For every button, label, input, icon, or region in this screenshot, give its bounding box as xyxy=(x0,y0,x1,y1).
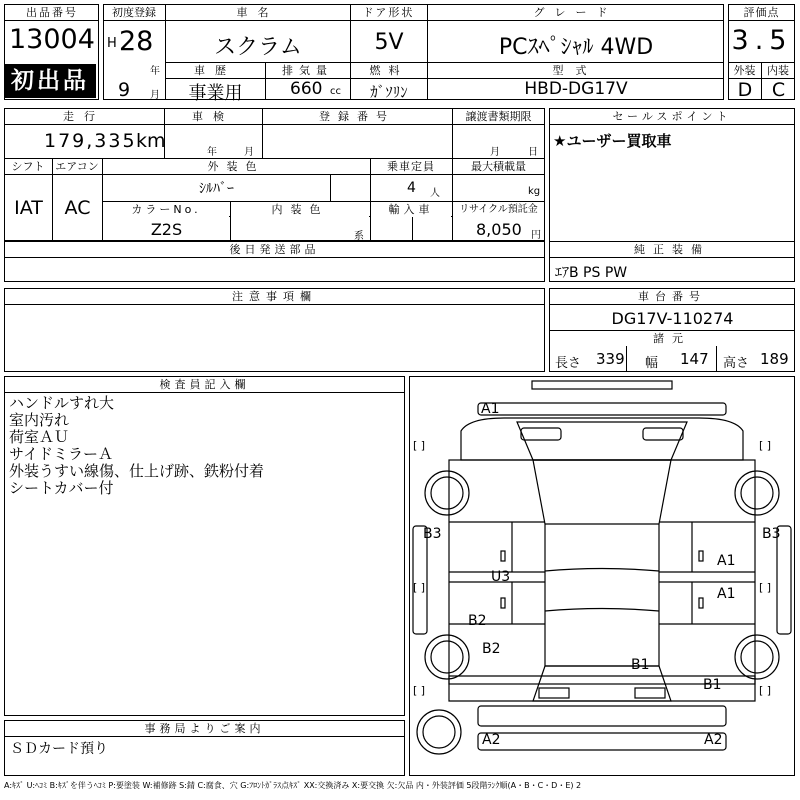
office-label: 事務局よりご案内 xyxy=(5,721,404,736)
damage-mark: A2 xyxy=(482,732,501,748)
height: 189 xyxy=(760,350,789,368)
front-bumper xyxy=(478,403,726,415)
inspection-month-unit: 月 xyxy=(244,147,254,158)
roof xyxy=(533,460,671,666)
score: 3.5 xyxy=(731,25,793,56)
inspector-line: 荷室ＡＵ xyxy=(9,428,70,446)
inspector-line: 室内汚れ xyxy=(9,411,70,429)
ext-color: ｼﾙﾊﾞｰ xyxy=(199,181,234,197)
int-color-unit: 系 xyxy=(354,231,364,242)
damage-mark: A1 xyxy=(717,553,736,569)
exterior-label: 外装 xyxy=(729,63,760,78)
inspector-line: ハンドルすれ大 xyxy=(9,394,115,412)
sales-point-label: セールスポイント xyxy=(550,109,794,124)
reg-year-unit: 年 xyxy=(150,66,160,77)
damage-mark: A1 xyxy=(717,586,736,602)
damage-mark: B3 xyxy=(762,526,781,542)
ac: AC xyxy=(64,197,91,219)
recycle: 8,050 xyxy=(476,220,522,239)
reg-era: H xyxy=(107,36,117,51)
grade: PCｽﾍﾟｼｬﾙ 4WD xyxy=(498,35,654,60)
bracket: [ ] xyxy=(413,439,426,452)
sales-point: ★ユーザー買取車 xyxy=(553,132,672,150)
bracket: [ ] xyxy=(759,439,772,452)
length-label: 長さ xyxy=(555,356,582,371)
fuel: ｶﾞｿﾘﾝ xyxy=(370,83,408,101)
mileage-label: 走行 xyxy=(5,109,163,124)
legend: A:ｷｽﾞ U:ﾍｺﾐ B:ｷｽﾞを伴うﾍｺﾐ P:要塗装 W:補修跡 S:錆 C:腐食、穴 G:ﾌﾛﾝﾄｶﾞﾗｽ点ｷｽﾞ XX:交換済み X:要交換 欠:欠品 内・外装評価 5段階ﾗﾝｸ順(A・B・C・D・E) 2 xyxy=(4,781,582,790)
interior-label: 内装 xyxy=(762,63,794,78)
damage-mark: B1 xyxy=(703,677,722,693)
shift: IAT xyxy=(14,197,43,219)
bracket: [ ] xyxy=(759,581,772,594)
exterior-grade: D xyxy=(737,79,753,101)
later-parts-label: 後日発送部品 xyxy=(5,242,544,257)
first-listing-badge: 初出品 xyxy=(4,64,96,98)
damage-mark: A2 xyxy=(704,732,723,748)
displacement-unit: cc xyxy=(330,86,341,97)
mileage: 179,335 xyxy=(44,130,137,152)
recycle-label: リサイクル預託金 xyxy=(453,202,544,217)
length: 339 xyxy=(596,350,625,368)
displacement: 660 xyxy=(290,79,323,99)
car-name-label: 車名 xyxy=(166,5,349,20)
car-diagram xyxy=(409,376,795,776)
transfer-label: 譲渡書類期限 xyxy=(453,109,544,124)
damage-mark: A1 xyxy=(481,401,500,417)
ac-label: エアコン xyxy=(53,159,101,174)
inspector-line: シートカバー付 xyxy=(9,479,114,497)
bracket: [ ] xyxy=(413,684,426,697)
lot-number: 13004 xyxy=(9,24,95,55)
equipment-label: 純正装備 xyxy=(550,242,794,257)
history-label: 車歴 xyxy=(166,63,264,78)
bracket: [ ] xyxy=(413,581,426,594)
inspector-label: 検査員記入欄 xyxy=(5,377,404,392)
bracket: [ ] xyxy=(759,684,772,697)
history: 事業用 xyxy=(188,83,243,104)
mileage-unit: km xyxy=(136,130,166,152)
color-no: Z2S xyxy=(150,220,183,239)
office-text: ＳＤカード預り xyxy=(10,741,108,757)
chassis-label: 車台番号 xyxy=(550,289,794,304)
load-unit: kg xyxy=(528,186,541,197)
wheel-rear-right xyxy=(735,635,779,679)
ext-color-label: 外装色 xyxy=(103,159,369,174)
color-no-label: カラーNo. xyxy=(103,202,229,217)
damage-mark: B2 xyxy=(468,613,487,629)
score-label: 評価点 xyxy=(729,5,794,20)
inspector-notes xyxy=(9,395,264,497)
reg-month-unit: 月 xyxy=(150,90,160,101)
top-bar xyxy=(532,381,672,389)
wheel-rear-left xyxy=(425,635,469,679)
width-label: 幅 xyxy=(645,356,659,371)
wheel-front-right xyxy=(735,471,779,515)
inspector-line: サイドミラーＡ xyxy=(9,445,113,463)
damage-mark: B2 xyxy=(482,641,501,657)
door-type: 5V xyxy=(374,30,404,55)
transfer-day-unit: 日 xyxy=(528,147,538,158)
reg-year: 28 xyxy=(119,26,154,57)
recycle-unit: 円 xyxy=(531,230,541,241)
load-label: 最大積載量 xyxy=(453,159,544,174)
reg-month: 9 xyxy=(118,79,131,101)
wheel-front-left xyxy=(425,471,469,515)
model-label: 型式 xyxy=(428,63,723,78)
damage-mark: B1 xyxy=(631,657,650,673)
front-body xyxy=(461,418,743,460)
rear-bumper xyxy=(478,733,726,750)
height-label: 高さ xyxy=(723,356,750,371)
plate-label: 登録番号 xyxy=(263,109,451,124)
notes-label: 注意事項欄 xyxy=(5,289,544,304)
car-name: スクラム xyxy=(214,35,302,60)
rear-bumper-top xyxy=(478,706,726,726)
displacement-label: 排気量 xyxy=(266,63,349,78)
spare-wheel xyxy=(417,710,461,754)
inspection-label: 車検 xyxy=(165,109,261,124)
damage-mark: B3 xyxy=(423,526,442,542)
model: HBD-DG17V xyxy=(524,79,628,99)
dims-label: 諸元 xyxy=(550,331,794,346)
fuel-label: 燃料 xyxy=(351,63,426,78)
grade-label: グレード xyxy=(428,5,723,20)
door-label: ドア形状 xyxy=(351,5,426,20)
inspection-year-unit: 年 xyxy=(207,147,217,158)
capacity-label: 乗車定員 xyxy=(371,159,451,174)
interior-grade: C xyxy=(771,79,786,101)
capacity: 4 xyxy=(407,180,416,196)
width: 147 xyxy=(680,350,709,368)
damage-mark: U3 xyxy=(491,569,511,585)
shift-label: シフト xyxy=(5,159,51,174)
capacity-unit: 人 xyxy=(430,188,440,199)
chassis: DG17V-110274 xyxy=(611,309,734,328)
import-label: 輸入車 xyxy=(371,202,451,217)
int-color-label: 内装色 xyxy=(231,202,369,217)
reg-label: 初度登録 xyxy=(104,5,164,20)
equipment: ｴｱB PS PW xyxy=(555,265,628,281)
lot-label: 出品番号 xyxy=(8,5,96,20)
transfer-month-unit: 月 xyxy=(490,147,500,158)
inspector-line: 外装うすい線傷、仕上げ跡、鉄粉付着 xyxy=(9,462,265,480)
